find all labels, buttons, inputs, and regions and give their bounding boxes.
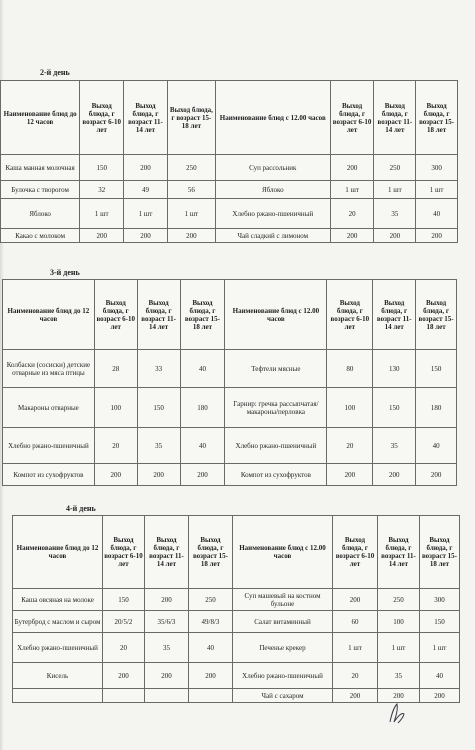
header-row — [1, 81, 458, 155]
header-row — [3, 280, 457, 350]
column-header: Наименование блюд до 12 часов — [3, 280, 95, 350]
portion-cell: 250 — [378, 589, 420, 611]
column-header: Выход блюда, г возраст 6-10 лет — [330, 81, 374, 155]
dish-name-cell: Гарнир: гречка рассыпчатая/ макароны/перловка — [225, 388, 327, 428]
dish-name-cell: Яблоко — [215, 181, 330, 199]
portion-cell: 1 шт — [374, 181, 416, 199]
day-4-menu-table — [12, 515, 460, 703]
column-header: Выход блюда, г возраст 15-18 лет — [416, 280, 457, 350]
column-header: Наименование блюд до 12 часов — [13, 516, 103, 589]
portion-cell: 250 — [189, 589, 233, 611]
portion-cell: 200 — [378, 689, 420, 703]
portion-cell: 1 шт — [167, 199, 215, 229]
portion-cell: 1 шт — [124, 199, 168, 229]
portion-cell: 1 шт — [80, 199, 124, 229]
portion-cell: 100 — [94, 388, 137, 428]
dish-name-cell: Салат витаминный — [233, 611, 333, 633]
portion-cell: 80 — [327, 350, 373, 388]
portion-cell: 35 — [378, 663, 420, 689]
dish-name-cell: Компот из сухофруктов — [225, 464, 327, 486]
portion-cell: 200 — [330, 155, 374, 181]
portion-cell: 40 — [416, 428, 457, 464]
column-header: Наименование блюд с 12.00 часов — [215, 81, 330, 155]
portion-cell: 40 — [180, 350, 225, 388]
dish-name-cell: Хлебно ржано-пшеничный — [233, 663, 333, 689]
portion-cell: 200 — [145, 663, 189, 689]
dish-name-cell: Чай сладкий с лимоном — [215, 229, 330, 243]
day-3-menu-table — [2, 279, 457, 486]
portion-cell: 180 — [416, 388, 457, 428]
portion-cell: 20 — [333, 663, 378, 689]
portion-cell: 20 — [330, 199, 374, 229]
portion-cell: 200 — [373, 464, 416, 486]
portion-cell: 150 — [103, 589, 145, 611]
column-header: Выход блюда, г возраст 15-18 лет — [189, 516, 233, 589]
portion-cell: 150 — [416, 350, 457, 388]
table-row — [13, 589, 460, 611]
portion-cell: 200 — [416, 464, 457, 486]
portion-cell — [189, 689, 233, 703]
table-row — [13, 633, 460, 663]
portion-cell: 250 — [374, 155, 416, 181]
column-header: Выход блюда, г возраст 6-10 лет — [80, 81, 124, 155]
portion-cell: 200 — [145, 589, 189, 611]
portion-cell: 200 — [103, 663, 145, 689]
table-row — [13, 611, 460, 633]
portion-cell: 20 — [327, 428, 373, 464]
portion-cell: 180 — [180, 388, 225, 428]
column-header: Выход блюда, г возраст 11-14 лет — [373, 280, 416, 350]
dish-name-cell: Суп машевый на костном бульоне — [233, 589, 333, 611]
portion-cell: 1 шт — [420, 633, 460, 663]
day-2-title: 2-й день — [40, 68, 70, 77]
column-header: Выход блюда, г возраст 6-10 лет — [333, 516, 378, 589]
portion-cell: 200 — [94, 464, 137, 486]
dish-name-cell: Суп рассольник — [215, 155, 330, 181]
portion-cell: 200 — [333, 589, 378, 611]
dish-name-cell: Каша манная молочная — [1, 155, 80, 181]
column-header: Выход блюда, г возраст 15-18 лет — [180, 280, 225, 350]
column-header: Выход блюда, г возраст 6-10 лет — [94, 280, 137, 350]
portion-cell: 150 — [80, 155, 124, 181]
portion-cell: 100 — [327, 388, 373, 428]
table-row — [3, 388, 457, 428]
portion-cell: 1 шт — [416, 181, 458, 199]
portion-cell: 200 — [189, 663, 233, 689]
header-row — [13, 516, 460, 589]
portion-cell: 20/5/2 — [103, 611, 145, 633]
portion-cell: 200 — [180, 464, 225, 486]
column-header: Выход блюда, г возраст 15-18 лет — [416, 81, 458, 155]
dish-name-cell: Бутерброд с маслом и сыром — [13, 611, 103, 633]
portion-cell: 200 — [137, 464, 180, 486]
portion-cell: 250 — [167, 155, 215, 181]
dish-name-cell: Хлебно ржано-пшеничный — [13, 633, 103, 663]
column-header: Выход блюда, г возраст 11-14 лет — [378, 516, 420, 589]
portion-cell: 150 — [373, 388, 416, 428]
dish-name-cell: Хлебно ржано-пшеничный — [225, 428, 327, 464]
portion-cell: 300 — [420, 589, 460, 611]
table-row — [1, 155, 458, 181]
column-header: Выход блюда, г возраст 11-14 лет — [124, 81, 168, 155]
portion-cell: 20 — [103, 633, 145, 663]
column-header: Выход блюда, г возраст 11-14 лет — [137, 280, 180, 350]
dish-name-cell: Хлебно ржано-пшеничный — [3, 428, 95, 464]
column-header: Наименование блюд с 12.00 часов — [225, 280, 327, 350]
column-header: Выход блюда, г возраст 6-10 лет — [327, 280, 373, 350]
portion-cell: 35 — [374, 199, 416, 229]
column-header: Выход блюда, г возраст 11-14 лет — [374, 81, 416, 155]
portion-cell: 200 — [327, 464, 373, 486]
column-header: Выход блюда, г возраст 15-18 лет — [420, 516, 460, 589]
portion-cell — [103, 689, 145, 703]
portion-cell: 200 — [124, 229, 168, 243]
dish-name-cell: Булочка с творогом — [1, 181, 80, 199]
table-row — [3, 464, 457, 486]
dish-name-cell: Какао с молоком — [1, 229, 80, 243]
portion-cell: 28 — [94, 350, 137, 388]
portion-cell: 40 — [180, 428, 225, 464]
portion-cell: 35/6/3 — [145, 611, 189, 633]
day-3-title: 3-й день — [50, 268, 80, 277]
dish-name-cell: Чай с сахаром — [233, 689, 333, 703]
portion-cell: 200 — [330, 229, 374, 243]
portion-cell: 40 — [416, 199, 458, 229]
portion-cell: 200 — [416, 229, 458, 243]
dish-name-cell: Компот из сухофруктов — [3, 464, 95, 486]
portion-cell: 200 — [420, 689, 460, 703]
dish-name-cell: Каша овсяная на молоке — [13, 589, 103, 611]
portion-cell: 130 — [373, 350, 416, 388]
dish-name-cell: Макароны отварные — [3, 388, 95, 428]
signature-mark — [386, 700, 408, 726]
dish-name-cell: Яблоко — [1, 199, 80, 229]
column-header: Наименование блюд до 12 часов — [1, 81, 80, 155]
portion-cell: 56 — [167, 181, 215, 199]
column-header: Наименование блюд с 12.00 часов — [233, 516, 333, 589]
portion-cell: 1 шт — [330, 181, 374, 199]
portion-cell — [145, 689, 189, 703]
portion-cell: 35 — [137, 428, 180, 464]
dish-name-cell: Кисель — [13, 663, 103, 689]
portion-cell: 20 — [94, 428, 137, 464]
column-header: Выход блюда, г возраст 11-14 лет — [145, 516, 189, 589]
table-row — [3, 428, 457, 464]
dish-name-cell — [13, 689, 103, 703]
portion-cell: 150 — [137, 388, 180, 428]
table-row — [1, 181, 458, 199]
dish-name-cell: Печенье крекер — [233, 633, 333, 663]
column-header: Выход блюда, г возраст 6-10 лет — [103, 516, 145, 589]
portion-cell: 200 — [167, 229, 215, 243]
portion-cell: 33 — [137, 350, 180, 388]
portion-cell: 1 шт — [378, 633, 420, 663]
portion-cell: 40 — [189, 633, 233, 663]
portion-cell: 200 — [333, 689, 378, 703]
portion-cell: 300 — [416, 155, 458, 181]
portion-cell: 49 — [124, 181, 168, 199]
table-row — [3, 350, 457, 388]
dish-name-cell: Колбаски (сосиски) детские отварные из мяса птицы — [3, 350, 95, 388]
portion-cell: 60 — [333, 611, 378, 633]
table-row — [1, 199, 458, 229]
portion-cell: 40 — [420, 663, 460, 689]
day-2-menu-table — [0, 80, 458, 243]
dish-name-cell: Хлебно ржано-пшеничный — [215, 199, 330, 229]
portion-cell: 1 шт — [333, 633, 378, 663]
day-4-title: 4-й день — [66, 504, 96, 513]
portion-cell: 32 — [80, 181, 124, 199]
table-row — [1, 229, 458, 243]
portion-cell: 49/8/3 — [189, 611, 233, 633]
portion-cell: 150 — [420, 611, 460, 633]
portion-cell: 35 — [373, 428, 416, 464]
portion-cell: 200 — [124, 155, 168, 181]
column-header: Выход блюда, г возраст 15-18 лет — [167, 81, 215, 155]
portion-cell: 200 — [80, 229, 124, 243]
portion-cell: 100 — [378, 611, 420, 633]
dish-name-cell: Тефтели мясные — [225, 350, 327, 388]
portion-cell: 200 — [374, 229, 416, 243]
table-row — [13, 663, 460, 689]
portion-cell: 35 — [145, 633, 189, 663]
